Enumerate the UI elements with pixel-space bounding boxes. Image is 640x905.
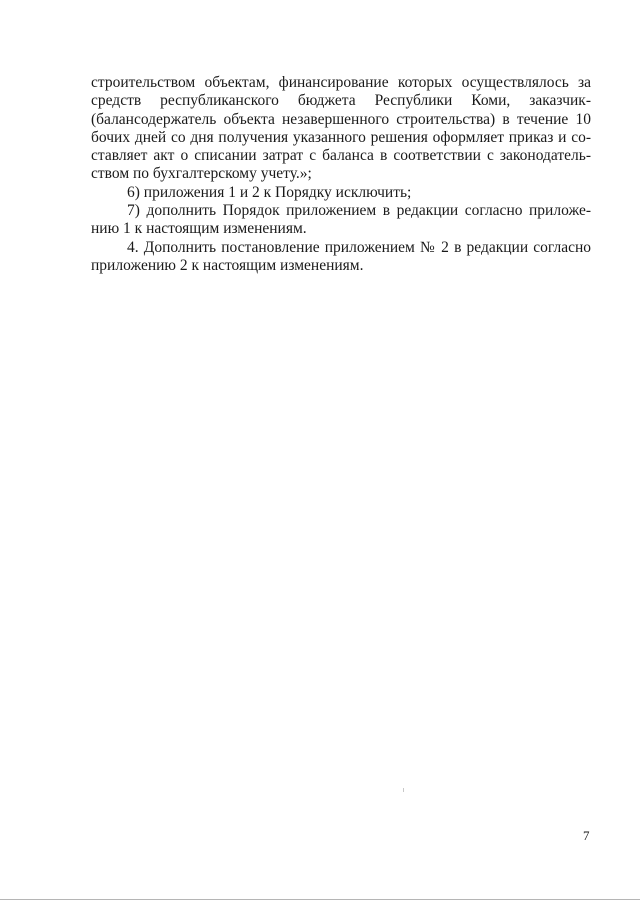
text-line: бочих дней со дня получения указанного решения оформляет приказ и со- [91,128,591,146]
text-line: 7) дополнить Порядок приложением в редакции согласно приложе- [127,202,591,220]
text-line: (балансодержатель объекта незавершенного строительства) в течение 10 [91,110,591,128]
text-line: строительством объектам, финансирование которых осуществлялось за [91,74,591,91]
text-line: нию 1 к настоящим изменениям. [91,220,307,238]
text-line: приложению 2 к настоящим изменениям. [91,256,364,274]
text-line: 4. Дополнить постановление приложением № 2 в редакции согласно [127,238,591,256]
text-line: средств республиканского бюджета Республики Коми, заказчик- [91,92,591,110]
text-line: ством по бухгалтерскому учету.»; [91,165,312,183]
body-text [91,74,591,275]
text-line: ставляет акт о списании затрат с баланса в соответствии с законодатель- [91,147,591,165]
scan-artifact [403,788,404,792]
page-bottom-edge [0,899,640,900]
page-number: 7 [583,828,590,843]
text-line: 6) приложения 1 и 2 к Порядку исключить; [127,183,412,201]
